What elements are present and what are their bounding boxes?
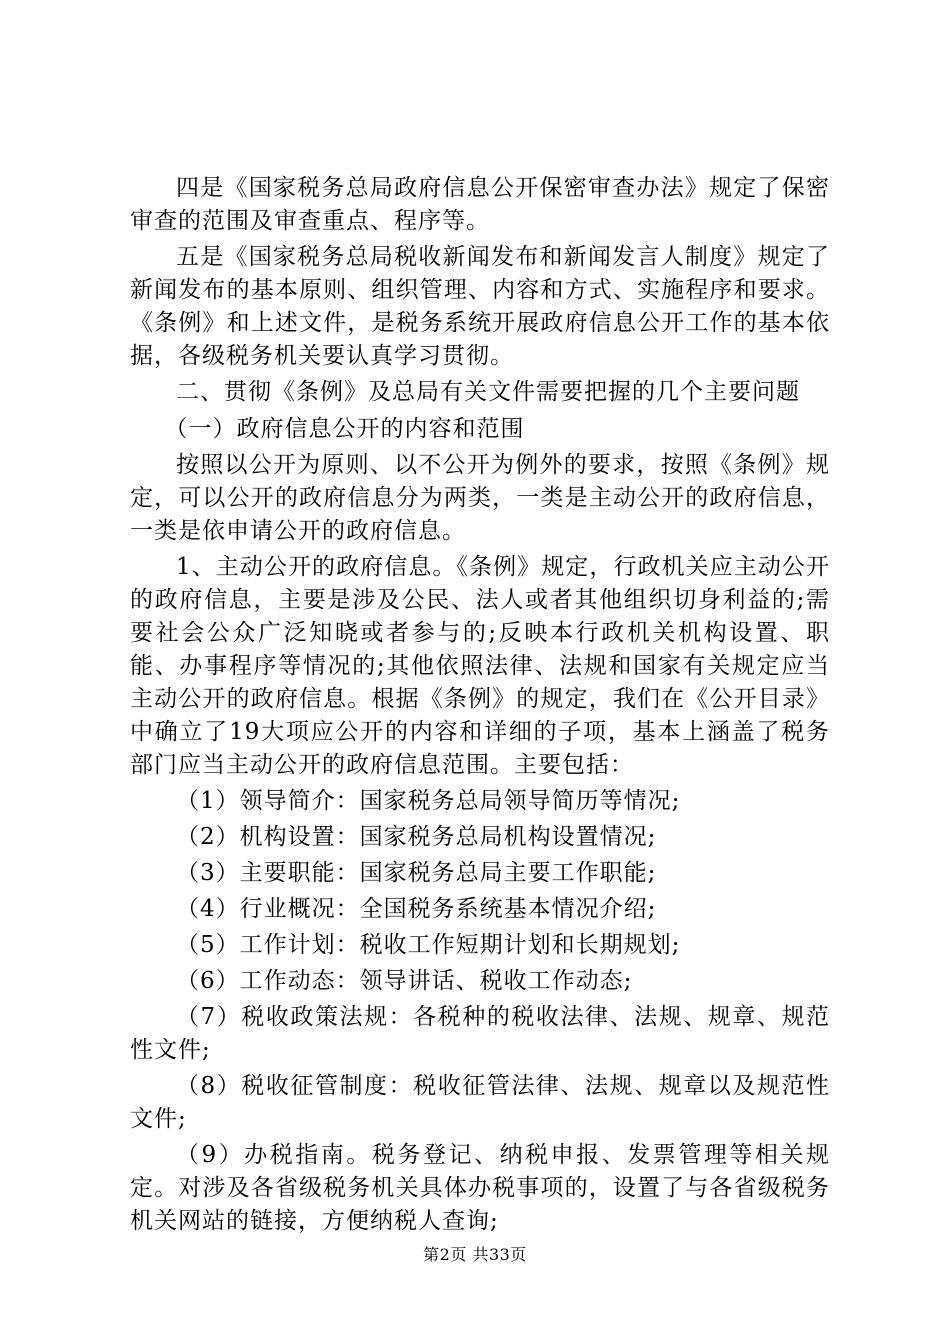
- list-item-7: （7）税收政策法规：各税种的税收法律、法规、规章、规范性文件;: [130, 1004, 830, 1063]
- list-item-2: （2）机构设置：国家税务总局机构设置情况;: [176, 824, 657, 850]
- paragraph-principle: 按照以公开为原则、以不公开为例外的要求，按照《条例》规定，可以公开的政府信息分为两类，一类是主动公开的政府信息，一类是依申请公开的政府信息。: [130, 452, 830, 544]
- list-item-3: （3）主要职能：国家税务总局主要工作职能;: [176, 860, 657, 886]
- subsection-heading-1: （一）政府信息公开的内容和范围: [164, 416, 525, 442]
- page-footer: 第2页 共33页: [423, 1245, 527, 1264]
- paragraph-item-4: 四是《国家税务总局政府信息公开保密审查办法》规定了保密审查的范围及审查重点、程序等。: [130, 175, 830, 234]
- list-item-4: （4）行业概况：全国税务系统基本情况介绍;: [176, 896, 657, 922]
- paragraph-active-disclosure: 1、主动公开的政府信息。《条例》规定，行政机关应主动公开的政府信息，主要是涉及公民、法人或者其他组织切身利益的;需要社会公众广泛知晓或者参与的;反映本行政机关机构设置、职能、办事程序等情况的;其他依照法律、法规和国家有关规定应当主动公开的政府信息。根据《条例》的规定，我们在《公开目录》中确立了19大项应公开的内容和详细的子项，基本上涵盖了税务部门应当主动公开的政府信息范围。主要包括：: [130, 554, 830, 778]
- section-heading-2: 二、贯彻《条例》及总局有关文件需要把握的几个主要问题: [176, 379, 800, 405]
- list-item-1: （1）领导简介：国家税务总局领导简历等情况;: [176, 788, 681, 814]
- list-item-8: （8）税收征管制度：税收征管法律、法规、规章以及规范性文件;: [130, 1073, 830, 1132]
- document-body: [130, 172, 830, 1238]
- list-item-6: （6）工作动态：领导讲话、税收工作动态;: [176, 968, 633, 994]
- paragraph-item-5: 五是《国家税务总局税收新闻发布和新闻发言人制度》规定了新闻发布的基本原则、组织管理、内容和方式、实施程序和要求。《条例》和上述文件，是税务系统开展政府信息公开工作的基本依据，各级税务机关要认真学习贯彻。: [130, 244, 830, 369]
- list-item-5: （5）工作计划：税收工作短期计划和长期规划;: [176, 932, 681, 958]
- list-item-9: （9）办税指南。税务登记、纳税申报、发票管理等相关规定。对涉及各省级税务机关具体办税事项的，设置了与各省级税务机关网站的链接，方便纳税人查询;: [130, 1142, 830, 1234]
